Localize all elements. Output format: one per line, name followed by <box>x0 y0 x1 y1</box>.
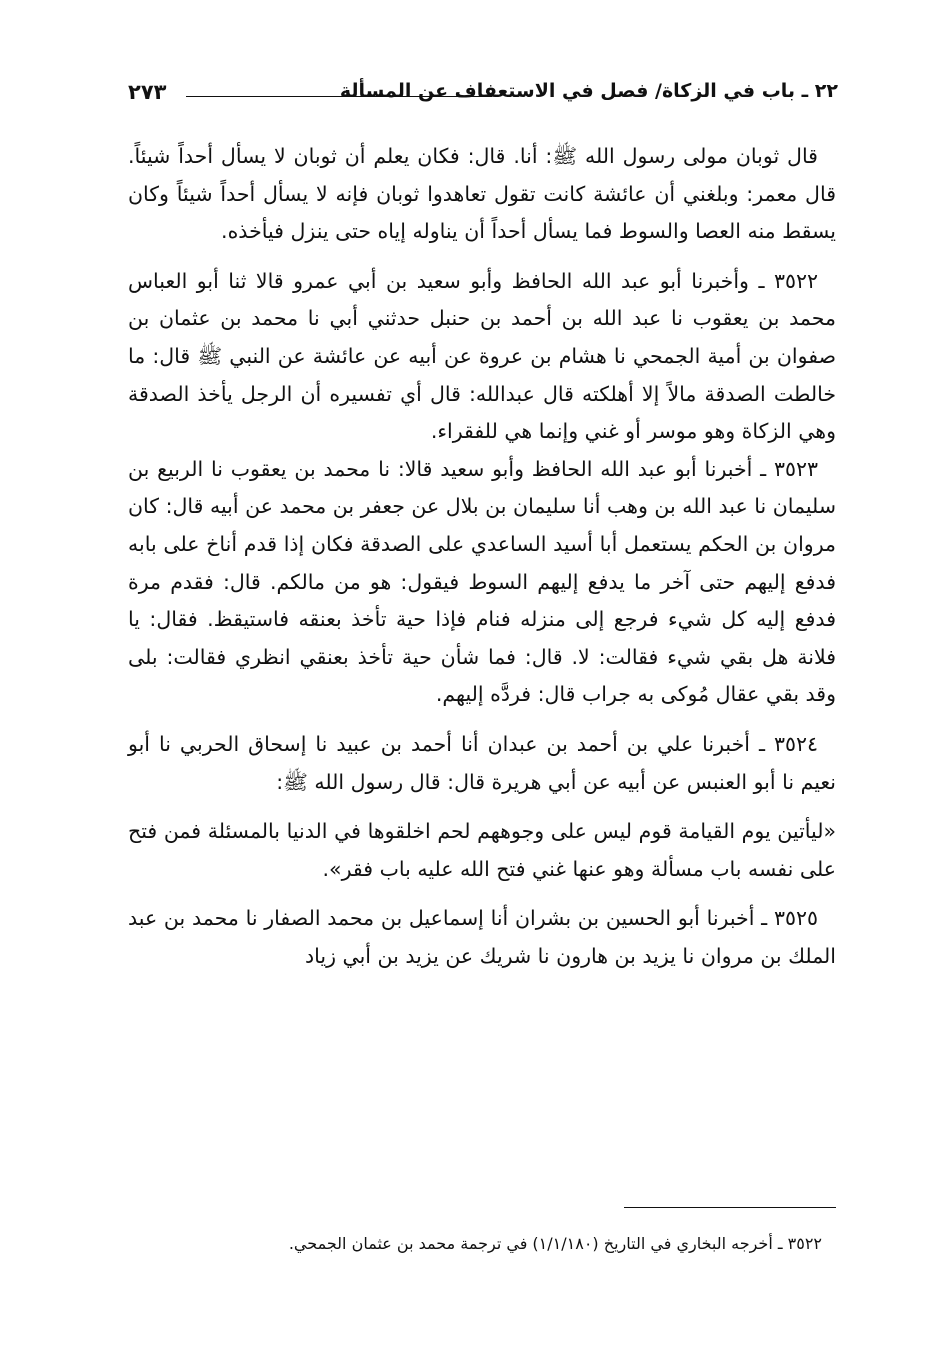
page-number: ٢٧٣ <box>128 80 167 104</box>
running-title: ٢٢ ـ باب في الزكاة/ فصل في الاستعفاف عن المسألة <box>339 80 838 102</box>
hadith-3525 <box>128 900 836 975</box>
paragraph-text: ٣٥٢٤ ـ أخبرنا علي بن أحمد بن عبدان أنا أحمد بن عبيد نا إسحاق الحربي نا أبو نعيم نا أبو العنبس عن أبيه عن أبي هريرة قال: قال رسول الله ﷺ: <box>128 731 836 794</box>
hadith-3523 <box>128 451 836 714</box>
paragraph-text: ٣٥٢٣ ـ أخبرنا أبو عبد الله الحافظ وأبو سعيد قالا: نا محمد بن يعقوب نا الربيع بن سليمان نا عبد الله بن وهب أنا سليمان بن بلال عن جعفر بن محمد عن أبيه قال: كان مروان بن الحكم يستعمل أبا أسيد الساعدي على الصدقة فكان إذا قدم أناخ على بابه فدفع إليهم حتى آخر ما يدفع إليهم السوط فيقول: هو من مالكم. قال: فقدم مرة فدفع إليه كل شيء فرجع إلى منزله فنام فإذا حية تأخذ بعنقه فاستيقظ. فقال: يا فلانة هل بقي شيء فقالت: لا. قال: فما شأن حية تأخذ بعنقي انظري فقالت: بلى وقد بقي عقال مُوكى به جراب قال: فردَّه إليهم. <box>128 456 836 707</box>
hadith-3522 <box>128 263 836 451</box>
paragraph-text: «ليأتين يوم القيامة قوم ليس على وجوههم لحم اخلقوها في الدنيا بالمسئلة فمن فتح على نفسه باب مسألة وهو عنها غني فتح الله عليه باب فقر». <box>128 819 836 881</box>
paragraph-text: ٣٥٢٢ ـ وأخبرنا أبو عبد الله الحافظ وأبو سعيد بن أبي عمرو قالا ثنا أبو العباس محمد بن يعقوب نا عبد الله بن أحمد بن حنبل حدثني أبي نا محمد بن عثمان بن صفوان بن أمية الجمحي نا هشام بن عروة عن أبيه عن عائشة عن النبي ﷺ قال: ما خالطت الصدقة مالاً إلا أهلكته قال عبدالله: قال أي تفسيره أن الرجل يأخذ الصدقة وهي الزكاة وهو موسر أو غني وإنما هي للفقراء. <box>128 268 836 444</box>
paragraph-continuation <box>128 138 836 251</box>
footnote-rule <box>624 1207 836 1208</box>
page-body <box>128 138 836 987</box>
hadith-quote <box>128 813 836 888</box>
paragraph-text: قال ثوبان مولى رسول الله ﷺ: أنا. قال: فكان يعلم أن ثوبان لا يسأل أحداً شيئاً. قال معمر: وبلغني أن عائشة كانت تقول تعاهدوا ثوبان فإنه لا يسأل أحداً شيئاً وكان يسقط منه العصا والسوط فما يسأل أحداً أن يناوله إياه حتى ينزل فيأخذه. <box>128 144 836 244</box>
page-header <box>128 80 838 114</box>
footnote: ٣٥٢٢ ـ أخرجه البخاري في التاريخ (١/١/١٨٠) في ترجمة محمد بن عثمان الجمحي. <box>288 1234 822 1253</box>
paragraph-text: ٣٥٢٥ ـ أخبرنا أبو الحسين بن بشران أنا إسماعيل بن محمد الصفار نا محمد بن عبد الملك بن مروان نا يزيد بن هارون نا شريك عن يزيد بن أبي زياد <box>128 906 836 968</box>
hadith-3524 <box>128 726 836 801</box>
header-rule <box>186 96 492 97</box>
